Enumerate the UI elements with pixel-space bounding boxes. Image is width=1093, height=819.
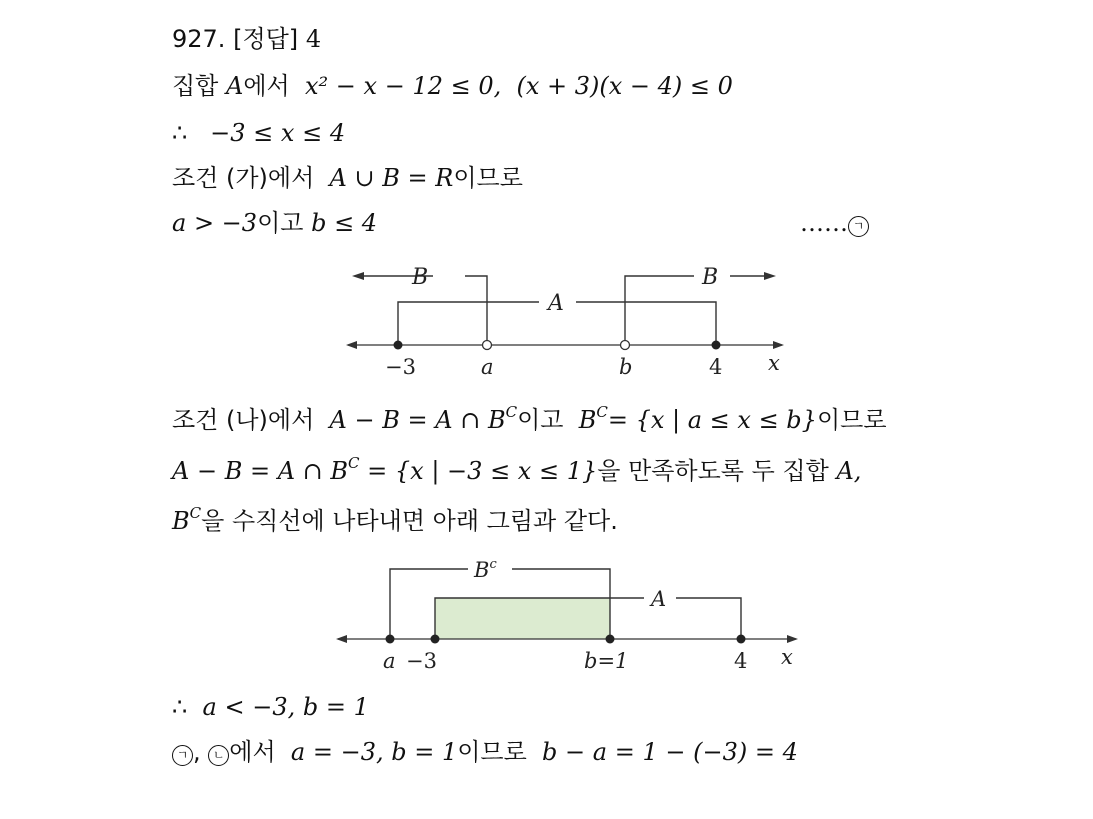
circled-marker-giyeok-2: ㄱ — [172, 745, 193, 766]
fig2-tick-b1: b=1 — [584, 649, 629, 673]
fig1-b-left-bracket — [465, 276, 487, 345]
fig1-label-b-left: B — [412, 265, 429, 290]
fig1-a-bracket-right — [576, 302, 716, 345]
fig1-point-b-open — [621, 341, 630, 350]
fig2-tick-a: a — [383, 649, 396, 673]
fig2-point-4 — [737, 635, 746, 644]
text-eseo: 에서 — [243, 72, 290, 100]
circled-marker-giyeok: ㄱ — [848, 216, 869, 237]
math-set-a: A — [226, 72, 244, 100]
fig1-tick-neg3: −3 — [385, 355, 416, 379]
circled-marker-nieun: ㄴ — [208, 745, 229, 766]
fig1-axis-arrow-right — [773, 341, 784, 349]
math-range: −3 ≤ x ≤ 4 — [210, 119, 346, 147]
math-values: a = −3, b = 1 — [290, 738, 458, 766]
fig2-axis-arrow-left — [336, 635, 347, 643]
fig1-axis-arrow-left — [346, 341, 357, 349]
math-bc-set: = {x | a ≤ x ≤ b} — [607, 406, 817, 434]
line-conclusion — [172, 692, 369, 722]
text-imeuro: 이므로 — [453, 164, 523, 192]
math-b-complement-sup: C — [596, 403, 608, 421]
math-final-calc: b − a = 1 − (−3) = 4 — [542, 738, 798, 766]
line-set-equation — [172, 456, 861, 486]
fig1-tick-b: b — [619, 355, 633, 379]
fig2-point-neg3 — [431, 635, 440, 644]
fig1-tick-4: 4 — [709, 355, 723, 379]
line-condition-na — [172, 405, 887, 435]
math-a-bound: a > −3 — [172, 209, 258, 237]
therefore-symbol-2: ∴ — [172, 693, 188, 721]
math-complement-sup-2: C — [348, 454, 360, 472]
math-complement-sup-3: C — [189, 504, 202, 522]
line-final-answer: ㄱ , ㄴ 에서 a = −3, b = 1이므로 b − a = 1 − (−3) = 4 — [172, 737, 798, 767]
math-complement-sup: C — [505, 403, 518, 421]
fig1-point-a-open — [483, 341, 492, 350]
fig1-a-bracket-left — [398, 302, 539, 345]
therefore-symbol: ∴ — [172, 119, 188, 147]
math-result-set: = {x | −3 ≤ x ≤ 1} — [367, 457, 598, 485]
text-condition-na: 조건 (나)에서 — [172, 406, 315, 434]
fig2-label-bc: $B^c$ — [474, 557, 497, 582]
answer-value: 4 — [305, 25, 322, 53]
math-b-2: B — [172, 507, 190, 535]
fig2-label-a: A — [651, 587, 667, 611]
math-conclusion: a < −3, b = 1 — [202, 693, 369, 721]
math-a-minus-b: A − B = A ∩ B — [172, 457, 349, 485]
fig2-point-b1 — [606, 635, 615, 644]
math-a-comma: A, — [836, 457, 862, 485]
problem-number: 927. — [172, 25, 226, 53]
dots: …… — [800, 209, 848, 237]
fig2-point-a — [386, 635, 395, 644]
math-factored-inequality: (x + 3)(x − 4) ≤ 0 — [516, 72, 733, 100]
fig1-point-neg3 — [394, 341, 403, 350]
fig1-tick-a: a — [481, 355, 494, 379]
fig1-b-right-arrowhead — [764, 272, 776, 280]
fig1-b-right-bracket — [625, 276, 694, 345]
fig1-b-left-arrowhead — [352, 272, 364, 280]
fig1-axis-label-x: x — [768, 351, 780, 375]
text-imeuro-2: 이므로 — [816, 406, 887, 434]
fig2-axis-arrow-right — [787, 635, 798, 643]
fig2-tick-neg3: −3 — [406, 649, 437, 673]
math-b: B — [578, 406, 597, 434]
text-set: 집합 — [172, 72, 219, 100]
text-igo-2: 이고 — [517, 406, 564, 434]
fig1-label-b-right: B — [702, 265, 719, 290]
text-eseo-2: 에서 — [229, 738, 276, 766]
math-union: A ∪ B = R — [329, 164, 454, 192]
fig1-point-4 — [712, 341, 721, 350]
fig2-a-bracket-right — [676, 598, 741, 639]
fig2-tick-4: 4 — [734, 649, 748, 673]
text-condition-ga: 조건 (가)에서 — [172, 164, 315, 192]
text-figure-intro: 을 수직선에 나타내면 아래 그림과 같다. — [201, 507, 618, 535]
fig1-label-a: A — [548, 291, 564, 316]
text-satisfy: 을 만족하도록 두 집합 — [597, 457, 829, 485]
fig2-axis-label-x: x — [781, 645, 793, 669]
text-imeuro-3: 이므로 — [457, 738, 527, 766]
line-number-line-intro — [172, 506, 618, 536]
math-b-bound: b ≤ 4 — [311, 209, 378, 237]
answer-label: [정답] — [233, 25, 299, 53]
math-quadratic-inequality: x² − x − 12 ≤ 0, — [305, 72, 502, 100]
math-set-difference: A − B = A ∩ B — [329, 406, 506, 434]
text-igo: 이고 — [257, 209, 304, 237]
fig2-shaded-region — [435, 598, 610, 639]
